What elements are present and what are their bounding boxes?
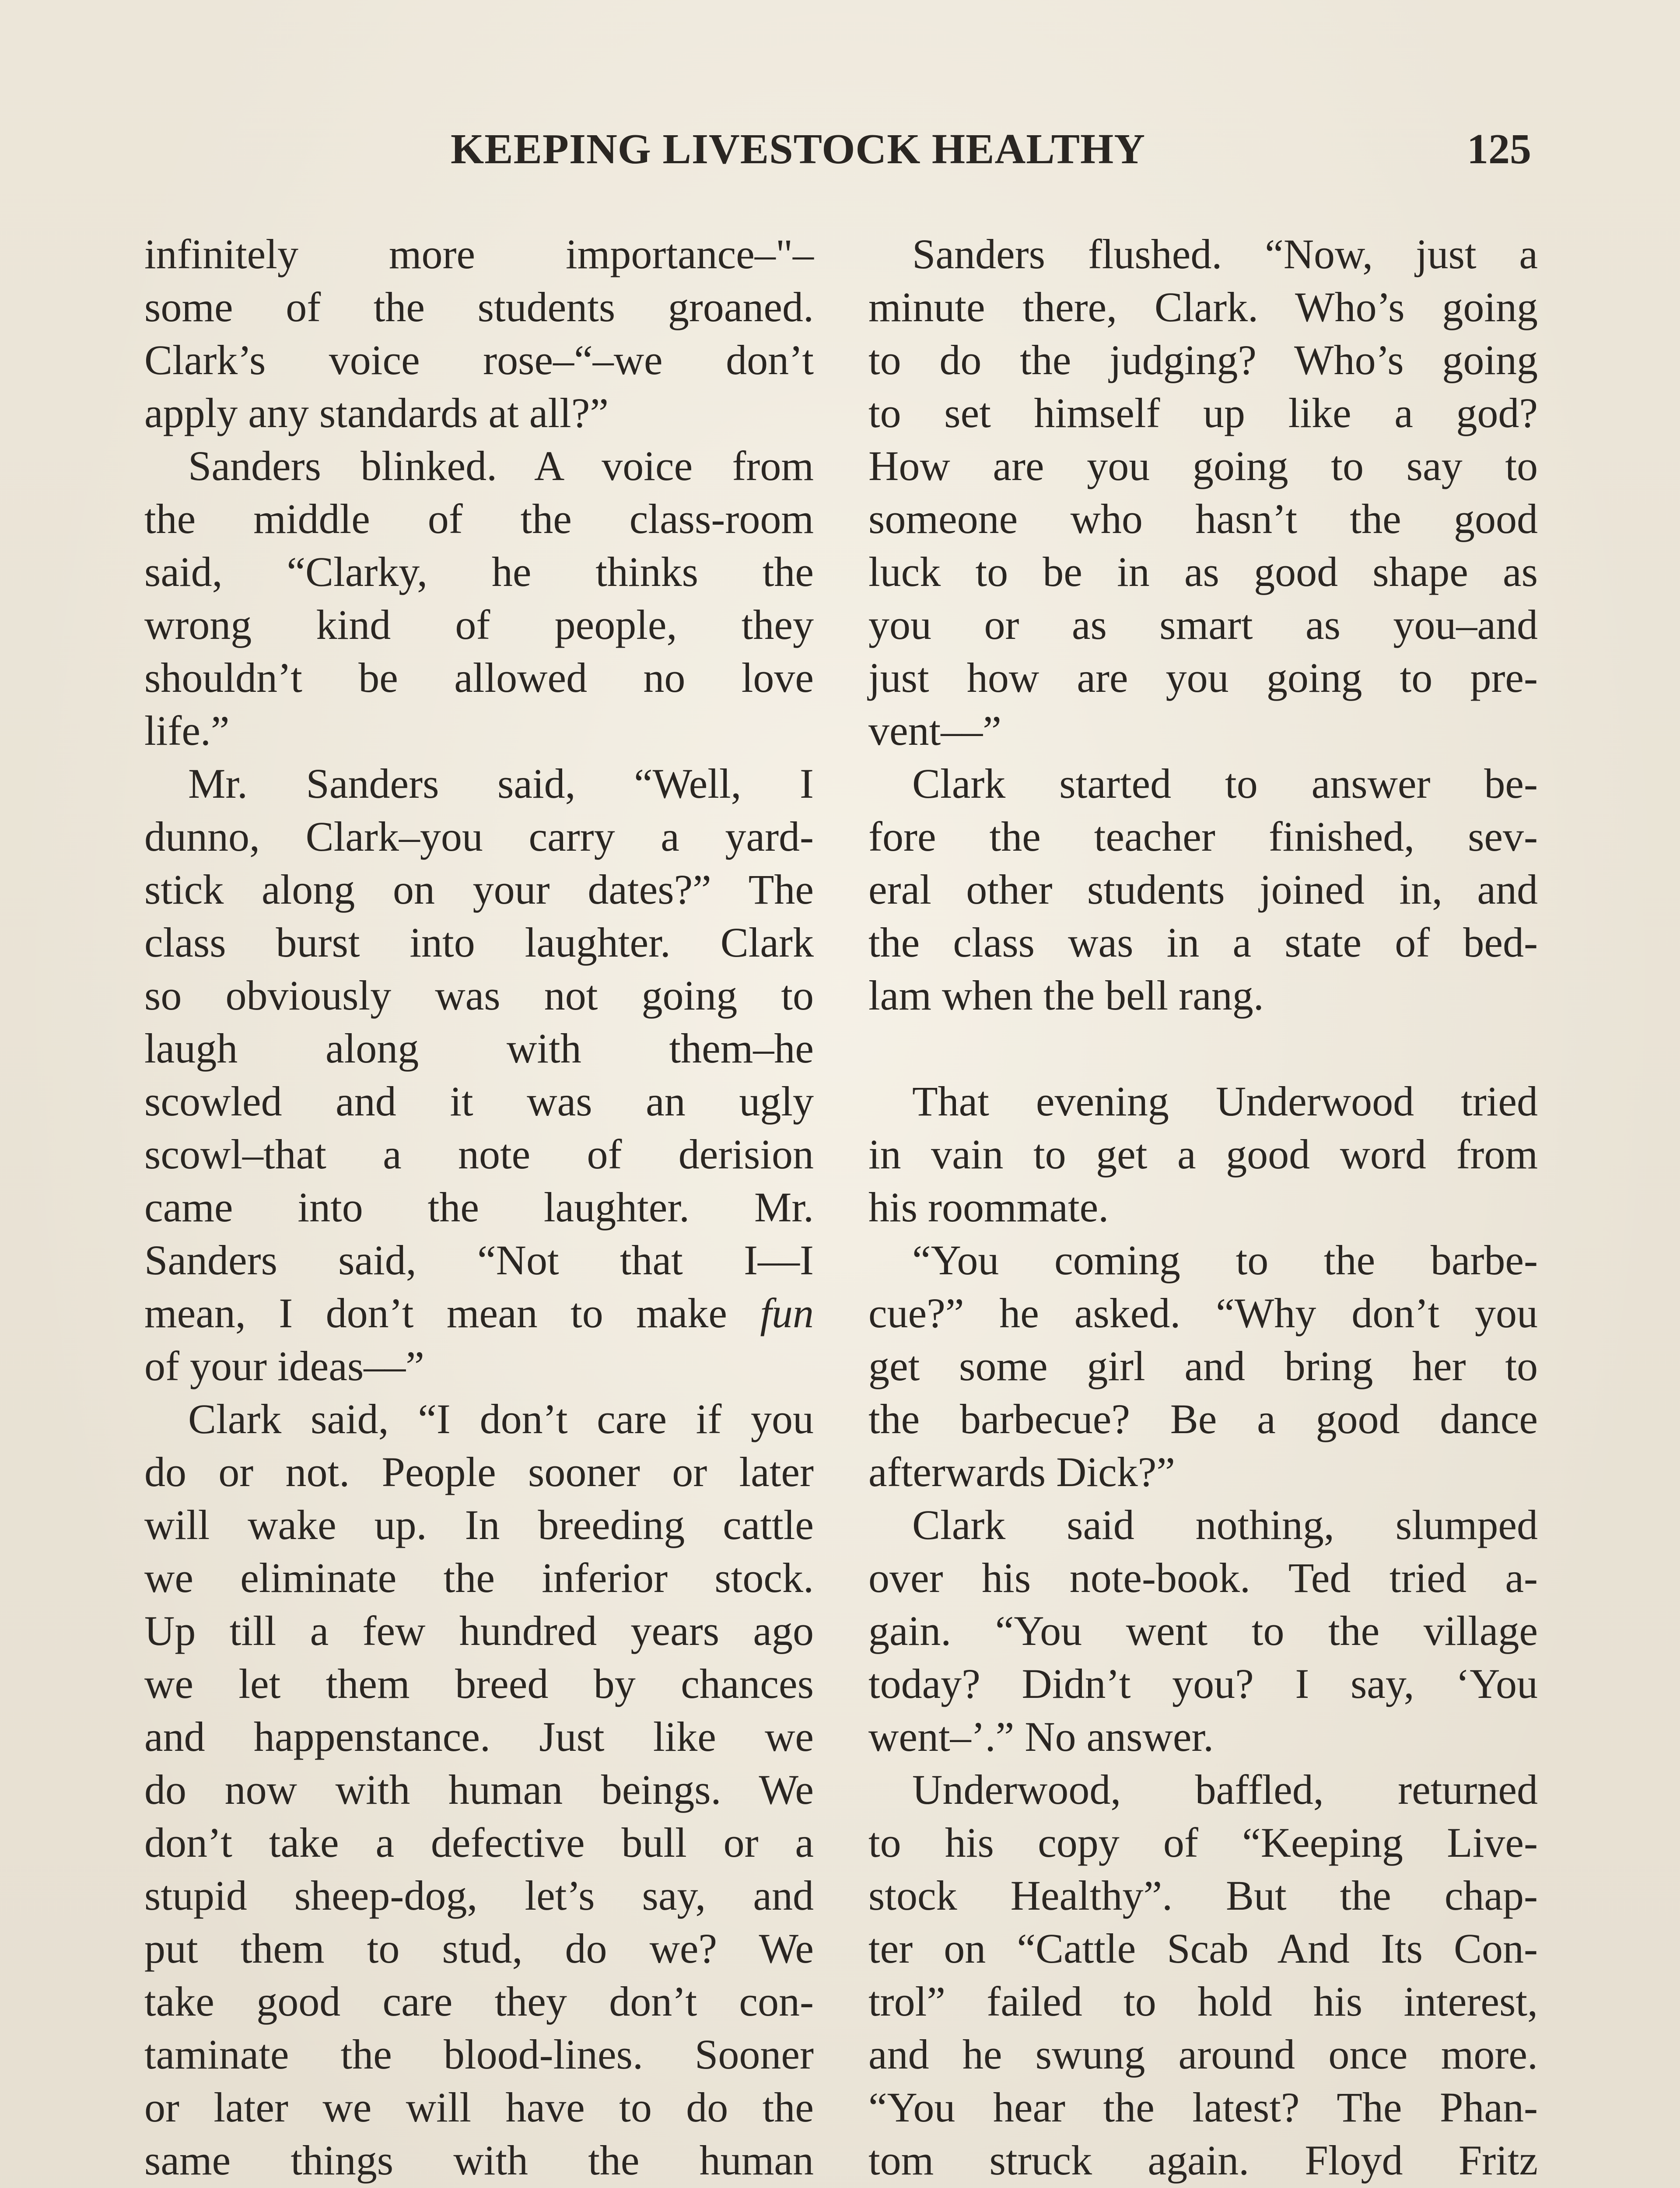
text-line: to do the judging? Who’s going: [868, 337, 1538, 383]
text-line: mean, I don’t mean to make fun: [144, 1290, 814, 1336]
text-line: went–’.” No answer.: [868, 1713, 1214, 1760]
text-line: to his copy of “Keeping Live-: [868, 1819, 1538, 1866]
text-line: eral other students joined in, and: [868, 866, 1538, 913]
text-line: fore the teacher finished, sev-: [868, 813, 1538, 860]
text-line: will wake up. In breeding cattle: [144, 1501, 814, 1548]
text-line: lam when the bell rang.: [868, 972, 1264, 1019]
text-line: the middle of the class-room: [144, 495, 814, 542]
text-line: today? Didn’t you? I say, ‘You: [868, 1660, 1538, 1707]
text-line: Clark said, “I don’t care if you: [188, 1396, 814, 1442]
text-line: ter on “Cattle Scab And Its Con-: [868, 1925, 1538, 1972]
text-line: Up till a few hundred years ago: [144, 1607, 814, 1654]
text-line: scowl–that a note of derision: [144, 1131, 814, 1178]
text-line: laugh along with them–he: [144, 1025, 814, 1072]
text-line: gain. “You went to the village: [868, 1607, 1538, 1654]
text-line: stock Healthy”. But the chap-: [868, 1872, 1538, 1919]
text-line: cue?” he asked. “Why don’t you: [868, 1290, 1538, 1336]
text-line: Sanders blinked. A voice from: [188, 442, 814, 489]
text-line: the class was in a state of bed-: [868, 919, 1538, 966]
text-line: you or as smart as you–and: [868, 601, 1538, 648]
left-text-column: [144, 228, 814, 2188]
running-head: [144, 125, 1531, 186]
text-line: life.”: [144, 707, 230, 754]
text-line: over his note-book. Ted tried a-: [868, 1554, 1538, 1601]
text-line: someone who hasn’t the good: [868, 495, 1538, 542]
right-text-column: [868, 228, 1538, 2188]
text-line: just how are you going to pre-: [868, 654, 1538, 701]
text-line: came into the laughter. Mr.: [144, 1184, 814, 1231]
text-line: do or not. People sooner or later: [144, 1448, 814, 1495]
text-line: taminate the blood-lines. Sooner: [144, 2031, 814, 2078]
text-line: infinitely more importance–"–: [144, 231, 814, 277]
text-line: Clark started to answer be-: [912, 760, 1538, 807]
text-line: Clark’s voice rose–“–we don’t: [144, 337, 814, 383]
text-line: wrong kind of people, they: [144, 601, 814, 648]
text-line: same things with the human: [144, 2137, 814, 2184]
text-line: dunno, Clark–you carry a yard-: [144, 813, 814, 860]
text-line: the barbecue? Be a good dance: [868, 1396, 1538, 1442]
text-line: tom struck again. Floyd Fritz: [868, 2137, 1538, 2184]
text-line: we let them breed by chances: [144, 1660, 814, 1707]
page-number: 125: [1467, 126, 1531, 173]
text-line: Sanders said, “Not that I––I: [144, 1237, 814, 1283]
text-line: to set himself up like a god?: [868, 389, 1538, 436]
text-line: Clark said nothing, slumped: [912, 1501, 1538, 1548]
text-line: trol” failed to hold his interest,: [868, 1978, 1538, 2025]
running-title: KEEPING LIVESTOCK HEALTHY: [451, 126, 1146, 173]
text-line: said, “Clarky, he thinks the: [144, 548, 814, 595]
text-line: “You hear the latest? The Phan-: [868, 2084, 1538, 2131]
text-line: stick along on your dates?” The: [144, 866, 814, 913]
text-line: and he swung around once more.: [868, 2031, 1538, 2078]
text-line: we eliminate the inferior stock.: [144, 1554, 814, 1601]
text-line: shouldn’t be allowed no love: [144, 654, 814, 701]
text-line: get some girl and bring her to: [868, 1343, 1538, 1389]
text-line: apply any standards at all?”: [144, 389, 609, 436]
text-line: some of the students groaned.: [144, 284, 814, 330]
text-line: take good care they don’t con-: [144, 1978, 814, 2025]
text-line: so obviously was not going to: [144, 972, 814, 1019]
text-line: put them to stud, do we? We: [144, 1925, 814, 1972]
text-line: Sanders flushed. “Now, just a: [912, 231, 1538, 277]
emphasis: fun: [760, 1290, 814, 1336]
text-line: don’t take a defective bull or a: [144, 1819, 814, 1866]
text-line: or later we will have to do the: [144, 2084, 814, 2131]
text-line: scowled and it was an ugly: [144, 1078, 814, 1125]
text-line: and happenstance. Just like we: [144, 1713, 814, 1760]
text-line: How are you going to say to: [868, 442, 1538, 489]
text-line: luck to be in as good shape as: [868, 548, 1538, 595]
text-line: vent––”: [868, 707, 1001, 754]
text-line: “You coming to the barbe-: [912, 1237, 1538, 1283]
text-line: in vain to get a good word from: [868, 1131, 1538, 1178]
text-line: afterwards Dick?”: [868, 1448, 1175, 1495]
text-line: of your ideas––”: [144, 1343, 424, 1389]
text-line: minute there, Clark. Who’s going: [868, 284, 1538, 330]
text-line: Mr. Sanders said, “Well, I: [188, 760, 814, 807]
text-line: his roommate.: [868, 1184, 1109, 1231]
text-line: Underwood, baffled, returned: [912, 1766, 1538, 1813]
text-line: class burst into laughter. Clark: [144, 919, 814, 966]
section-break: [868, 1022, 1538, 1075]
text-line: do now with human beings. We: [144, 1766, 814, 1813]
text-line: That evening Underwood tried: [912, 1078, 1538, 1125]
text-line: stupid sheep-dog, let’s say, and: [144, 1872, 814, 1919]
